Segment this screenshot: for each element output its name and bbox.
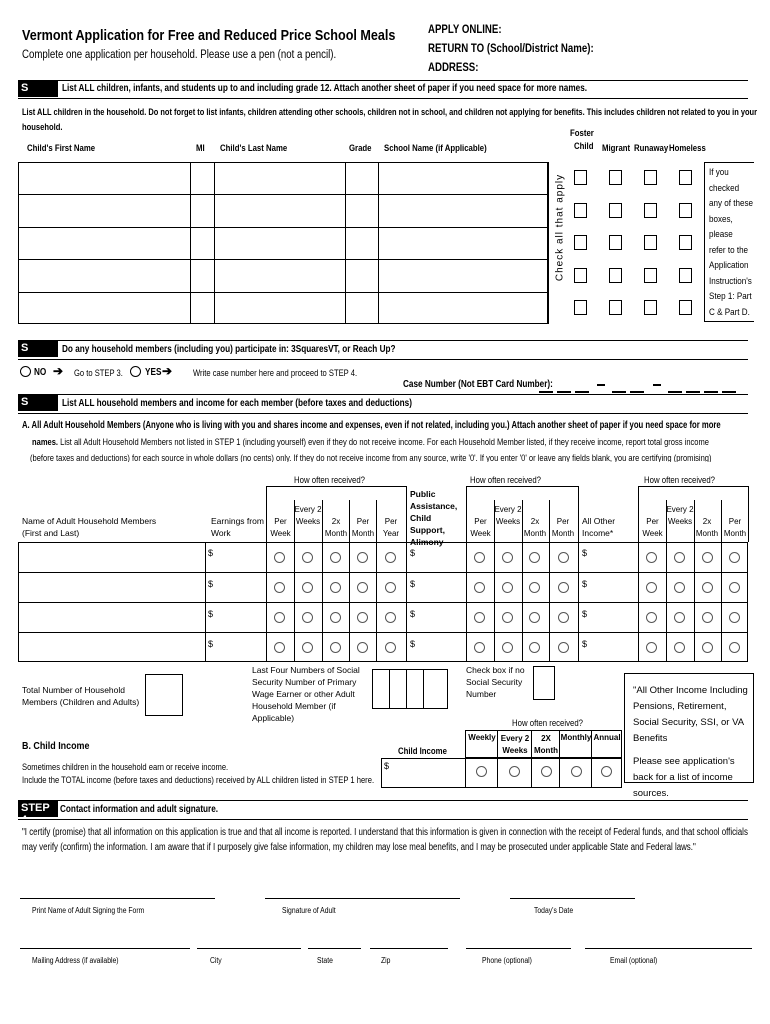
freq3-per-month: Per Month [723, 517, 747, 538]
adult-4-earn-every-2-weeks[interactable] [302, 642, 313, 653]
form-subtitle: Complete one application per household. Please use a pen (not a pencil). [22, 49, 337, 61]
child-1-foster-checkbox[interactable] [574, 170, 587, 185]
zip-line[interactable] [370, 948, 448, 949]
child-5-school[interactable] [379, 293, 547, 323]
signature-line[interactable] [265, 898, 460, 899]
child-1-migrant-checkbox[interactable] [609, 170, 622, 185]
freq3-2x-month: 2x Month [695, 517, 719, 538]
partA-names-bold: names. [32, 437, 59, 448]
adult-2-oth-per-month[interactable] [729, 582, 740, 593]
col-school-name: School Name (if Applicable) [384, 143, 487, 154]
adult-1-earn-2x-month[interactable] [330, 552, 341, 563]
child-4-grade[interactable] [346, 260, 377, 291]
col-child-first-name: Child's First Name [27, 143, 96, 154]
child-5-first-name[interactable] [19, 293, 189, 323]
adult-3-earn-per-year[interactable] [385, 612, 396, 623]
partA-instructions-1: A. All Adult Household Members (Anyone who is living with you and shares income and expenses, even if not related, including you.) Attach another sheet of paper if you need space for more [22, 420, 721, 431]
adult-3-earn-every-2-weeks[interactable] [302, 612, 313, 623]
adult-3-earnings[interactable]: $ [208, 609, 214, 619]
adult-4-public[interactable]: $ [410, 639, 416, 649]
step3-title: List ALL household members and income for each member (before taxes and deductions) [62, 398, 412, 409]
adult-4-earn-2x-month[interactable] [330, 642, 341, 653]
adult-1-earn-per-week[interactable] [274, 552, 285, 563]
child-5-homeless-checkbox[interactable] [679, 300, 692, 315]
partB-title: B. Child Income [22, 740, 90, 752]
child-2-runaway-checkbox[interactable] [644, 203, 657, 218]
adult-4-name[interactable] [19, 633, 204, 661]
col-all-other-income: All Other Income* [582, 516, 616, 538]
note-line-7: Application [709, 260, 749, 271]
child-income-every-2-weeks[interactable] [509, 766, 520, 777]
step2-no-text: Go to STEP 3. [74, 368, 123, 379]
adult-4-oth-per-week[interactable] [646, 642, 657, 653]
adult-2-pub-every-2-weeks[interactable] [502, 582, 513, 593]
child-5-grade[interactable] [346, 293, 377, 323]
child-2-foster-checkbox[interactable] [574, 203, 587, 218]
date-line[interactable] [510, 898, 635, 899]
adult-1-oth-per-week[interactable] [646, 552, 657, 563]
adult-4-earn-per-month[interactable] [357, 642, 368, 653]
note-line-5: please [709, 229, 733, 240]
freq2-every-2-weeks: Every 2 Weeks [494, 505, 522, 526]
partA-instructions-2 [32, 437, 709, 448]
form-title: Vermont Application for Free and Reduced Price School Meals [22, 27, 396, 44]
child-4-foster-checkbox[interactable] [574, 268, 587, 283]
col-earnings: Earnings from Work [211, 516, 264, 538]
step2-question: Do any household members (including you) participate in: 3SquaresVT, or Reach Up? [62, 344, 396, 355]
freq3-every-2-weeks: Every 2 Weeks [666, 505, 694, 526]
freq3-per-week: Per Week [642, 517, 663, 538]
other-income-note-1: "All Other Income Including Pensions, Retirement, Social Security, SSI, or VA Benefits [633, 685, 748, 744]
child-freq-weekly: Weekly [468, 733, 496, 742]
note-line-3: any of these [709, 198, 754, 209]
adult-4-pub-per-week[interactable] [474, 642, 485, 653]
adult-1-oth-2x-month[interactable] [702, 552, 713, 563]
child-1-runaway-checkbox[interactable] [644, 170, 657, 185]
adult-1-oth-per-month[interactable] [729, 552, 740, 563]
freq1-every-2-weeks: Every 2 Weeks [294, 505, 322, 526]
child-income-label: Child Income [398, 746, 447, 757]
step1-instructions-1: List ALL children in the household. Do not forget to list infants, children attending other schools, children not in school, and children not applying for benefits. This includes children not related to you in your [22, 107, 758, 118]
child-5-mi[interactable] [191, 293, 213, 323]
partB-line-1: Sometimes children in the household earn or receive income. [22, 762, 229, 773]
adult-2-pub-per-week[interactable] [474, 582, 485, 593]
mailing-address-label: Mailing Address (if available) [32, 956, 119, 965]
child-income-monthly[interactable] [571, 766, 582, 777]
step2-badge: S [18, 341, 58, 357]
partA-instructions-3: (before taxes and deductions) for each source in whole dollars (no cents) only. If they do not receive income from any source, write '0'. If you enter '0' or leave any fields blank, you are certifying (promising) [30, 453, 712, 462]
case-number-label: Case Number (Not EBT Card Number): [403, 379, 553, 390]
partA-names-text: List all Adult Household Members not listed in STEP 1 (including yourself) even if they do not receive income. For each Household Member listed, if they receive income, report total gross income [58, 437, 709, 448]
adult-2-name[interactable] [19, 573, 204, 601]
certify-text-1: "I certify (promise) that all information on this application is true and that all income is reported. I understand that this information is given in connection with the receipt of Federal funds, and that school officials [22, 827, 748, 838]
adult-4-earn-per-week[interactable] [274, 642, 285, 653]
adult-2-public[interactable]: $ [410, 579, 416, 589]
note-line-9: Step 1: Part [709, 291, 752, 302]
child-3-runaway-checkbox[interactable] [644, 235, 657, 250]
adult-3-earn-per-month[interactable] [357, 612, 368, 623]
note-line-1: If you [709, 167, 729, 178]
child-2-migrant-checkbox[interactable] [609, 203, 622, 218]
adult-1-earn-per-month[interactable] [357, 552, 368, 563]
freq1-per-year: Per Year [382, 517, 400, 538]
child-freq-every-2-weeks: Every 2 Weeks [500, 734, 530, 755]
adult-1-pub-per-month[interactable] [558, 552, 569, 563]
no-ssn-label: Check box if no Social Security Number [466, 665, 525, 699]
child-freq-2x-month: 2X Month [534, 734, 558, 755]
child-1-grade[interactable] [346, 163, 377, 193]
freq2-per-month: Per Month [551, 517, 575, 538]
child-4-mi[interactable] [191, 260, 213, 291]
adult-3-oth-per-week[interactable] [646, 612, 657, 623]
child-3-grade[interactable] [346, 228, 377, 258]
child-4-homeless-checkbox[interactable] [679, 268, 692, 283]
adult-4-pub-2x-month[interactable] [529, 642, 540, 653]
step4-badge: STEP 4 [18, 801, 58, 817]
adult-2-pub-per-month[interactable] [558, 582, 569, 593]
note-line-8: Instruction's [709, 275, 752, 287]
adult-1-earn-per-year[interactable] [385, 552, 396, 563]
child-4-first-name[interactable] [19, 260, 189, 291]
freq2-per-week: Per Week [470, 517, 491, 538]
child-4-migrant-checkbox[interactable] [609, 268, 622, 283]
child-freq-annual: Annual [593, 733, 621, 742]
adult-2-oth-every-2-weeks[interactable] [674, 582, 685, 593]
adult-4-oth-2x-month[interactable] [702, 642, 713, 653]
adult-3-pub-2x-month[interactable] [529, 612, 540, 623]
adult-3-other[interactable]: $ [582, 609, 588, 619]
address-label: ADDRESS: [428, 62, 479, 74]
child-3-last-name[interactable] [215, 228, 344, 258]
freq1-per-week: Per Week [270, 517, 291, 538]
other-income-note-2: Please see application's back for a list of income sources. [633, 756, 735, 799]
adult-4-other[interactable]: $ [582, 639, 588, 649]
col-child-last-name: Child's Last Name [220, 143, 288, 154]
note-line-4: boxes, [709, 213, 733, 225]
apply-online-label: APPLY ONLINE: [428, 24, 502, 36]
state-label: State [317, 956, 333, 965]
adult-1-earn-every-2-weeks[interactable] [302, 552, 313, 563]
adult-2-oth-per-week[interactable] [646, 582, 657, 593]
adult-1-pub-every-2-weeks[interactable] [502, 552, 513, 563]
partB-line-2: Include the TOTAL income (before taxes and deductions) received by ALL children listed in STEP 1 here. [22, 775, 375, 786]
child-2-homeless-checkbox[interactable] [679, 203, 692, 218]
child-freq-monthly: Monthly [560, 733, 592, 742]
col-foster: Foster [570, 128, 594, 139]
child-income-2x-month[interactable] [541, 766, 552, 777]
freq1-2x-month: 2x Month [324, 517, 348, 538]
ssn-label: Last Four Numbers of Social Security Number of Primary Wage Earner or other Adult Household Member (if Applicable) [252, 665, 360, 723]
adult-3-name[interactable] [19, 603, 204, 631]
how-often-other: How often received? [644, 475, 716, 486]
adult-3-pub-per-week[interactable] [474, 612, 485, 623]
col-homeless: Homeless [669, 143, 706, 154]
adult-3-oth-every-2-weeks[interactable] [674, 612, 685, 623]
date-label: Today's Date [534, 906, 574, 915]
child-3-migrant-checkbox[interactable] [609, 235, 622, 250]
adult-4-earn-per-year[interactable] [385, 642, 396, 653]
city-label: City [210, 956, 222, 965]
print-name-line[interactable] [20, 898, 215, 899]
adult-1-earnings[interactable]: $ [208, 548, 214, 558]
ssn-digit-3[interactable] [406, 669, 424, 709]
child-4-school[interactable] [379, 260, 547, 291]
adult-1-oth-every-2-weeks[interactable] [674, 552, 685, 563]
total-members-input[interactable] [145, 674, 183, 716]
col-grade: Grade [349, 143, 372, 154]
col-child-mi: MI [196, 143, 205, 154]
col-public-assistance: Public Assistance, Child Support, Alimony [410, 489, 458, 547]
step2-no-label: NO [34, 367, 47, 378]
adult-3-oth-per-month[interactable] [729, 612, 740, 623]
child-2-grade[interactable] [346, 195, 377, 226]
freq1-per-month: Per Month [351, 517, 375, 538]
adult-4-earnings[interactable]: $ [208, 639, 214, 649]
special-status-note [704, 162, 754, 322]
child-4-last-name[interactable] [215, 260, 344, 291]
step2-no-radio[interactable] [20, 366, 31, 377]
child-how-often-label: How often received? [512, 718, 584, 729]
adult-1-pub-per-week[interactable] [474, 552, 485, 563]
freq2-2x-month: 2x Month [523, 517, 547, 538]
child-2-last-name[interactable] [215, 195, 344, 226]
adult-2-pub-2x-month[interactable] [529, 582, 540, 593]
phone-line[interactable] [466, 948, 571, 949]
child-income-weekly[interactable] [476, 766, 487, 777]
mailing-address-line[interactable] [20, 948, 190, 949]
adult-1-pub-2x-month[interactable] [529, 552, 540, 563]
zip-label: Zip [381, 956, 391, 965]
arrow-right-icon: ➔ [53, 364, 64, 378]
no-ssn-checkbox[interactable] [533, 666, 555, 700]
note-line-2: checked [709, 182, 740, 194]
child-3-mi[interactable] [191, 228, 213, 258]
check-all-that-apply-label: Check all that apply [554, 173, 566, 282]
return-to-label: RETURN TO (School/District Name): [428, 43, 594, 55]
print-name-label: Print Name of Adult Signing the Form [32, 906, 145, 915]
adult-1-other[interactable]: $ [582, 548, 588, 558]
adult-4-pub-per-month[interactable] [558, 642, 569, 653]
total-members-label: Total Number of Household Members (Children and Adults) [22, 685, 140, 707]
how-often-earnings: How often received? [294, 475, 366, 486]
step2-yes-text: Write case number here and proceed to STEP 4. [193, 368, 358, 379]
adult-4-oth-every-2-weeks[interactable] [674, 642, 685, 653]
child-3-first-name[interactable] [19, 228, 189, 258]
email-label: Email (optional) [610, 956, 658, 965]
step3-badge: S [18, 395, 58, 411]
adult-3-public[interactable]: $ [410, 609, 416, 619]
child-5-runaway-checkbox[interactable] [644, 300, 657, 315]
child-5-migrant-checkbox[interactable] [609, 300, 622, 315]
child-4-runaway-checkbox[interactable] [644, 268, 657, 283]
ssn-digit-4[interactable] [423, 669, 448, 709]
certify-text-2: may verify (confirm) the information. I am aware that if I purposely give false information, my children may lose meal benefits, and I may be prosecuted under applicable State and Federal laws." [22, 842, 696, 853]
child-1-last-name[interactable] [215, 163, 344, 193]
col-runaway: Runaway [634, 143, 669, 154]
note-line-10: C & Part D. [709, 306, 750, 318]
adult-3-pub-per-month[interactable] [558, 612, 569, 623]
adult-4-oth-per-month[interactable] [729, 642, 740, 653]
child-3-homeless-checkbox[interactable] [679, 235, 692, 250]
step4-title: Contact information and adult signature. [60, 804, 219, 815]
adult-1-name[interactable] [19, 543, 204, 571]
child-income-annual[interactable] [601, 766, 612, 777]
adult-2-earn-per-year[interactable] [385, 582, 396, 593]
adult-3-pub-every-2-weeks[interactable] [502, 612, 513, 623]
adult-3-earn-2x-month[interactable] [330, 612, 341, 623]
adult-1-public[interactable]: $ [410, 548, 416, 558]
adult-2-earn-2x-month[interactable] [330, 582, 341, 593]
adult-2-earn-per-week[interactable] [274, 582, 285, 593]
child-1-school[interactable] [379, 163, 547, 193]
step1-instructions-2: household. [22, 122, 63, 133]
email-line[interactable] [585, 948, 752, 949]
child-2-first-name[interactable] [19, 195, 189, 226]
child-2-mi[interactable] [191, 195, 213, 226]
city-line[interactable] [197, 948, 301, 949]
state-line[interactable] [308, 948, 361, 949]
child-1-first-name[interactable] [19, 163, 189, 193]
col-adult-name: Name of Adult Household Members (First and Last) [22, 516, 157, 538]
col-migrant: Migrant [602, 143, 631, 154]
col-foster-child: Child [574, 141, 594, 152]
child-income-amount[interactable]: $ [384, 761, 390, 771]
child-3-school[interactable] [379, 228, 547, 258]
arrow-right-icon: ➔ [162, 364, 173, 378]
child-5-foster-checkbox[interactable] [574, 300, 587, 315]
adult-2-oth-2x-month[interactable] [702, 582, 713, 593]
signature-label: Signature of Adult [282, 906, 336, 915]
step1-title: List ALL children, infants, and students up to and including grade 12. Attach another sheet of paper if you need space for more names. [62, 83, 588, 94]
child-1-homeless-checkbox[interactable] [679, 170, 692, 185]
adult-2-earn-every-2-weeks[interactable] [302, 582, 313, 593]
step2-yes-radio[interactable] [130, 366, 141, 377]
adult-2-other[interactable]: $ [582, 579, 588, 589]
child-1-mi[interactable] [191, 163, 213, 193]
child-3-foster-checkbox[interactable] [574, 235, 587, 250]
adult-4-pub-every-2-weeks[interactable] [502, 642, 513, 653]
ssn-digit-2[interactable] [389, 669, 407, 709]
adult-3-oth-2x-month[interactable] [702, 612, 713, 623]
adult-3-earn-per-week[interactable] [274, 612, 285, 623]
phone-label: Phone (optional) [482, 956, 532, 965]
step2-yes-label: YES [145, 367, 162, 378]
child-5-last-name[interactable] [215, 293, 344, 323]
ssn-digit-1[interactable] [372, 669, 390, 709]
adult-2-earnings[interactable]: $ [208, 579, 214, 589]
other-income-note [624, 673, 754, 799]
adult-2-earn-per-month[interactable] [357, 582, 368, 593]
how-often-public: How often received? [470, 475, 542, 486]
step1-badge: S [18, 81, 58, 97]
note-line-6: refer to the [709, 244, 749, 256]
child-2-school[interactable] [379, 195, 547, 226]
